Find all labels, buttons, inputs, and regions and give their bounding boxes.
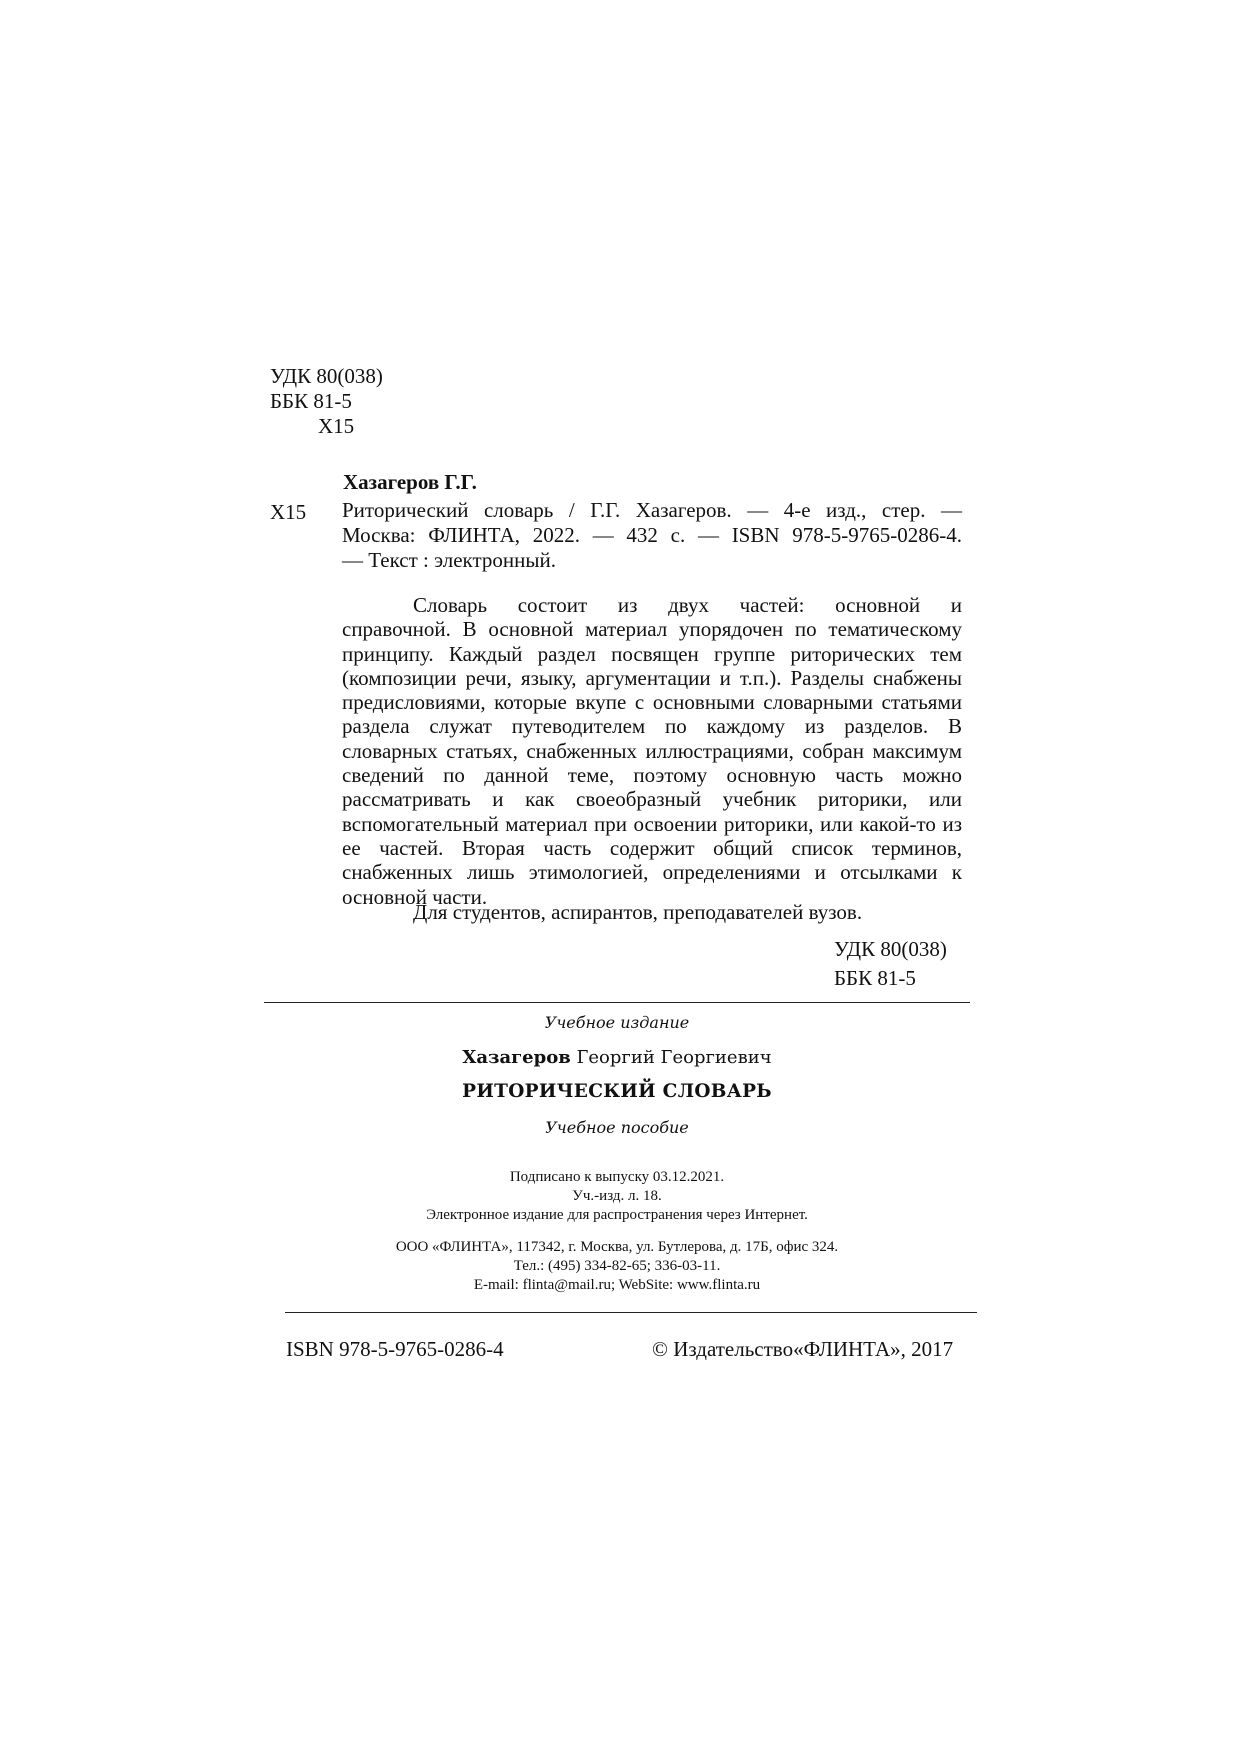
edition-type: Учебное издание [544,1013,690,1032]
annotation-line: раздела служат путеводителем по каждому из разделов. В [342,714,962,739]
annotation-line: (композиции речи, языку, аргументации и т.п.). Разделы снабжены [342,665,962,690]
signed-date: Подписано к выпуску 03.12.2021. [509,1169,725,1185]
author-surname: Хазагеров [462,1047,571,1068]
bbk-code: ББК 81-5 [270,389,352,413]
divider-bottom [285,1312,977,1313]
annotation-line: словарных статьях, снабженных иллюстрациями, собран максимум [342,738,962,763]
author-full-name [264,1047,970,1068]
publisher-details [264,1238,970,1295]
udk-code: УДК 80(038) [270,364,383,388]
catalog-codes [270,364,383,439]
bbk-code-right: ББК 81-5 [834,966,916,990]
bibliographic-record [342,498,962,573]
book-title: РИТОРИЧЕСКИЙ СЛОВАРЬ [462,1081,772,1102]
audience-note: Для студентов, аспирантов, преподавателей вузов. [413,900,863,924]
side-author-sign: Х15 [270,500,307,524]
copyright: © Издательство«ФЛИНТА», 2017 [652,1337,954,1361]
bib-line: Риторический словарь / Г.Г. Хазагеров. — 4-е изд., стер. — [342,498,962,522]
catalog-codes-right [834,935,947,993]
isbn: ISBN 978-5-9765-0286-4 [286,1337,504,1361]
divider-top [264,1002,970,1003]
annotation-line: снабженных лишь этимологией, определениями и отсылками к [342,860,962,885]
author-given-names: Георгий Георгиевич [576,1047,772,1068]
bib-line: — Текст : электронный. [342,548,556,572]
annotation-line: Словарь состоит из двух частей: основной и [413,593,962,617]
publisher-address: ООО «ФЛИНТА», 117342, г. Москва, ул. Бутлерова, д. 17Б, офис 324. [395,1239,839,1255]
publication-details [264,1168,970,1225]
annotation-line: ее частей. Вторая часть содержит общий список терминов, [342,835,962,860]
udk-code-right: УДК 80(038) [834,937,947,961]
annotation-line: рассматривать и как своеобразный учебник риторики, или [342,787,962,812]
publisher-contacts: E-mail: flinta@mail.ru; WebSite: www.flinta.ru [473,1277,761,1293]
annotation [342,593,962,909]
bib-line: Москва: ФЛИНТА, 2022. — 432 с. — ISBN 978-5-9765-0286-4. [342,523,962,547]
annotation-line: справочной. В основной материал упорядочен по тематическому [342,617,962,642]
publisher-phone: Тел.: (495) 334-82-65; 336-03-11. [513,1258,721,1274]
annotation-line: сведений по данной теме, поэтому основную часть можно [342,763,962,788]
book-kind: Учебное пособие [545,1118,689,1137]
printed-sheets: Уч.-изд. л. 18. [572,1188,662,1204]
annotation-line: принципу. Каждый раздел посвящен группе риторических тем [342,641,962,666]
author-sign: Х15 [318,414,355,438]
annotation-line: вспомогательный материал при освоении риторики, или какой-то из [342,811,962,836]
distribution-note: Электронное издание для распространения через Интернет. [426,1207,808,1223]
annotation-line: основной части. [342,884,488,909]
annotation-line: предисловиями, которые вкупе с основными словарными статьями [342,690,962,715]
author-heading: Хазагеров Г.Г. [343,470,477,494]
